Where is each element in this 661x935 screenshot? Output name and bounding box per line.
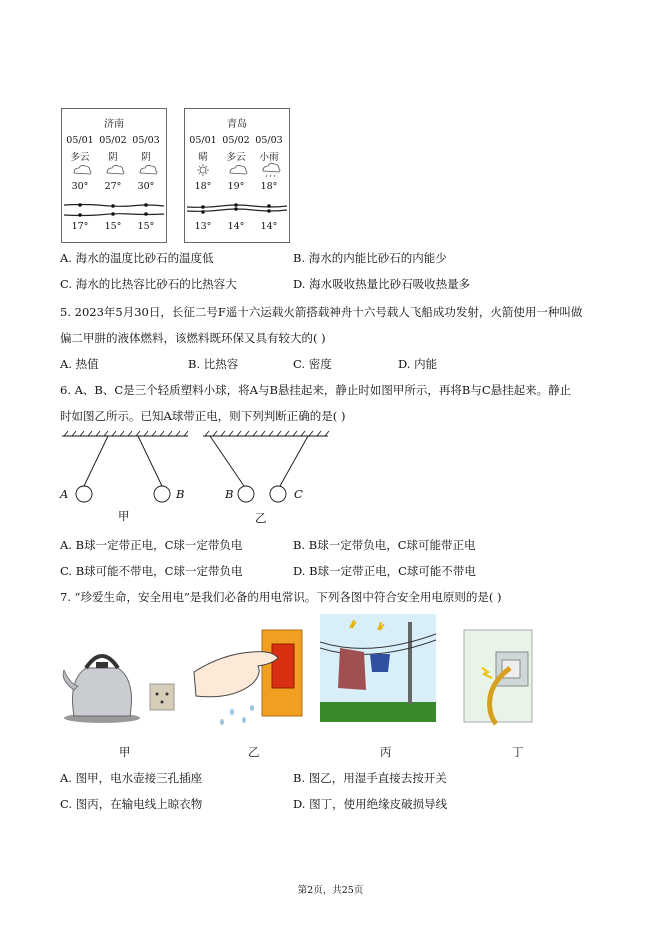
weather-condition: 多云	[70, 152, 90, 163]
weather-high: 18°	[260, 181, 278, 192]
q7-caption-ding: 丁	[512, 745, 524, 759]
q7-option-d: D. 图丁，使用绝缘皮破损导线	[293, 797, 448, 811]
weather-date: 05/02	[222, 135, 250, 146]
page-footer: 第2页，共25页	[297, 885, 364, 896]
sun-icon	[197, 164, 209, 176]
q7-option-a: A. 图甲，电水壶接三孔插座	[60, 771, 203, 785]
weather-high: 18°	[194, 181, 212, 192]
weather-date: 05/01	[189, 135, 217, 146]
q5-option-d: D. 内能	[398, 357, 438, 371]
q4-option-d: D. 海水吸收热量比砂石吸收热量多	[293, 277, 471, 291]
weather-condition: 小雨	[259, 152, 279, 163]
q6-stem-line1: 6. A、B、C是三个轻质塑料小球，将A与B悬挂起来，静止时如图甲所示，再将B与C悬挂起来。静止	[60, 383, 572, 397]
q7-stem: 7. “珍爱生命，安全用电”是我们必备的用电常识。下列各图中符合安全用电原则的是( )	[60, 590, 502, 604]
q7-figure-damaged-cable	[462, 628, 534, 726]
rain-icon	[263, 163, 280, 177]
weather-condition: 多云	[226, 152, 246, 163]
q6-option-c: C. B球可能不带电，C球一定带负电	[60, 564, 243, 578]
cloud-icon	[230, 165, 247, 174]
q7-caption-jia: 甲	[119, 745, 131, 759]
q6-label-b: B	[176, 487, 185, 501]
q5-option-a: A. 热值	[60, 357, 99, 371]
weather-condition: 阴	[141, 152, 151, 163]
weather-low: 17°	[71, 221, 89, 232]
q6-caption-yi: 乙	[255, 511, 267, 525]
weather-condition: 晴	[198, 152, 208, 163]
weather-city: 青岛	[227, 119, 247, 130]
weather-date: 05/03	[132, 135, 160, 146]
q7-option-c: C. 图丙，在输电线上晾衣物	[60, 797, 203, 811]
q4-option-c: C. 海水的比热容比砂石的比热容大	[60, 277, 237, 291]
weather-panel-qingdao	[184, 108, 290, 243]
weather-low: 14°	[227, 221, 245, 232]
q7-option-b: B. 图乙，用湿手直接去按开关	[293, 771, 447, 785]
q6-option-b: B. B球一定带负电，C球可能带正电	[293, 538, 476, 552]
weather-date: 05/02	[99, 135, 127, 146]
q7-caption-bing: 丙	[380, 745, 392, 759]
weather-low: 13°	[194, 221, 212, 232]
q7-figure-clothes-wire	[320, 614, 436, 722]
q6-option-a: A. B球一定带正电，C球一定带负电	[60, 538, 243, 552]
weather-panel-jinan	[61, 108, 167, 243]
q6-figure	[58, 430, 348, 525]
q5-option-c: C. 密度	[293, 357, 332, 371]
weather-low: 15°	[104, 221, 122, 232]
q5-stem-line1: 5. 2023年5月30日，长征二号F遥十六运载火箭搭载神舟十六号载人飞船成功发射，火箭使用一种叫做	[60, 305, 583, 319]
weather-high: 30°	[137, 181, 155, 192]
q6-caption-jia: 甲	[118, 509, 130, 523]
weather-high: 30°	[71, 181, 89, 192]
q6-option-d: D. B球一定带正电，C球可能不带电	[293, 564, 476, 578]
q6-label-c: C	[294, 487, 303, 501]
weather-low: 15°	[137, 221, 155, 232]
q4-option-a: A. 海水的温度比砂石的温度低	[60, 251, 214, 265]
weather-date: 05/03	[255, 135, 283, 146]
weather-low: 14°	[260, 221, 278, 232]
q7-caption-yi: 乙	[248, 745, 260, 759]
weather-date: 05/01	[66, 135, 94, 146]
weather-city: 济南	[104, 119, 124, 130]
weather-high: 19°	[227, 181, 245, 192]
q7-figure-wet-hand	[192, 624, 307, 730]
q7-figure-kettle	[60, 640, 178, 726]
q5-option-b: B. 比热容	[188, 357, 239, 371]
cloud-icon	[74, 165, 157, 174]
q4-option-b: B. 海水的内能比砂石的内能少	[293, 251, 447, 265]
q5-stem-line2: 偏二甲肼的液体燃料，该燃料既环保又具有较大的( )	[60, 331, 326, 345]
q6-label-b2: B	[225, 487, 234, 501]
q6-stem-line2: 时如图乙所示。已知A球带正电，则下列判断正确的是( )	[60, 409, 346, 423]
weather-high: 27°	[104, 181, 122, 192]
q6-label-a: A	[60, 487, 69, 501]
weather-condition: 阴	[108, 152, 118, 163]
